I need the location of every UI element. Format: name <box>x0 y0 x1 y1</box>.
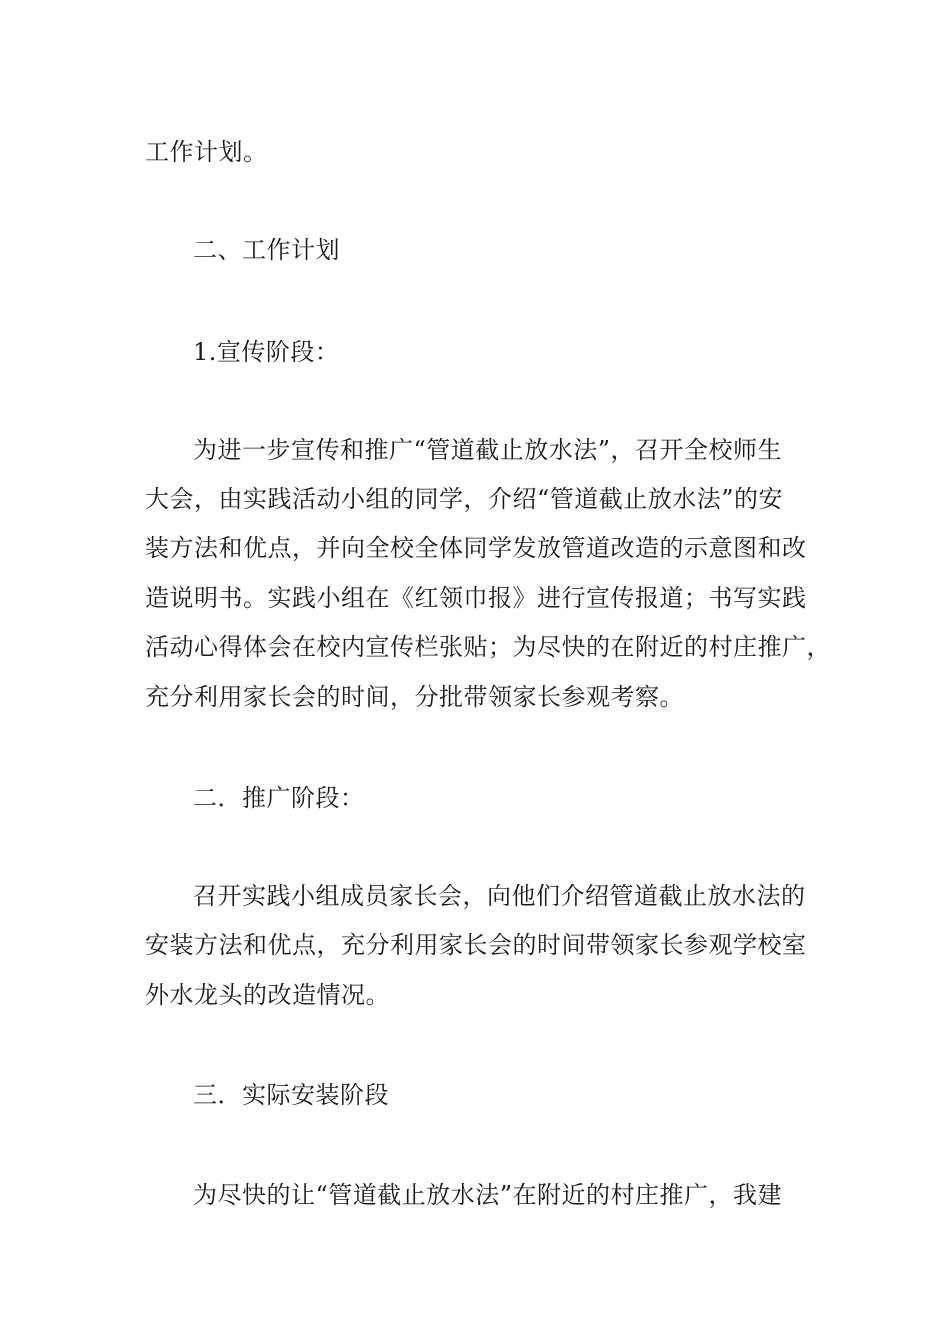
paragraph-line: 外水龙头的改造情况。 <box>145 981 390 1009</box>
paragraph-line: 为进一步宣传和推广“管道截止放水法”，召开全校师生 <box>193 436 783 464</box>
paragraph-line: 召开实践小组成员家长会，向他们介绍管道截止放水法的 <box>193 882 806 910</box>
continuation-text: 工作计划。 <box>145 138 268 166</box>
paragraph-line: 安装方法和优点，充分利用家长会的时间带领家长参观学校室 <box>145 931 807 959</box>
stage2-heading: 二．推广阶段： <box>193 784 365 812</box>
paragraph-line: 装方法和优点，并向全校全体同学发放管道改造的示意图和改 <box>145 534 807 562</box>
stage1-heading: 1.宣传阶段： <box>193 338 340 366</box>
paragraph-line: 大会，由实践活动小组的同学，介绍“管道截止放水法”的安 <box>145 485 784 513</box>
paragraph-line: 活动心得体会在校内宣传栏张贴；为尽快的在附近的村庄推广， <box>145 633 831 661</box>
stage3-heading: 三．实际安装阶段 <box>193 1081 389 1109</box>
paragraph-line: 为尽快的让“管道截止放水法”在附近的村庄推广，我建 <box>193 1181 783 1209</box>
paragraph-line: 造说明书。实践小组在《红领巾报》进行宣传报道；书写实践 <box>145 584 807 612</box>
section-heading: 二、工作计划 <box>193 236 340 264</box>
paragraph-line: 充分利用家长会的时间，分批带领家长参观考察。 <box>145 683 684 711</box>
